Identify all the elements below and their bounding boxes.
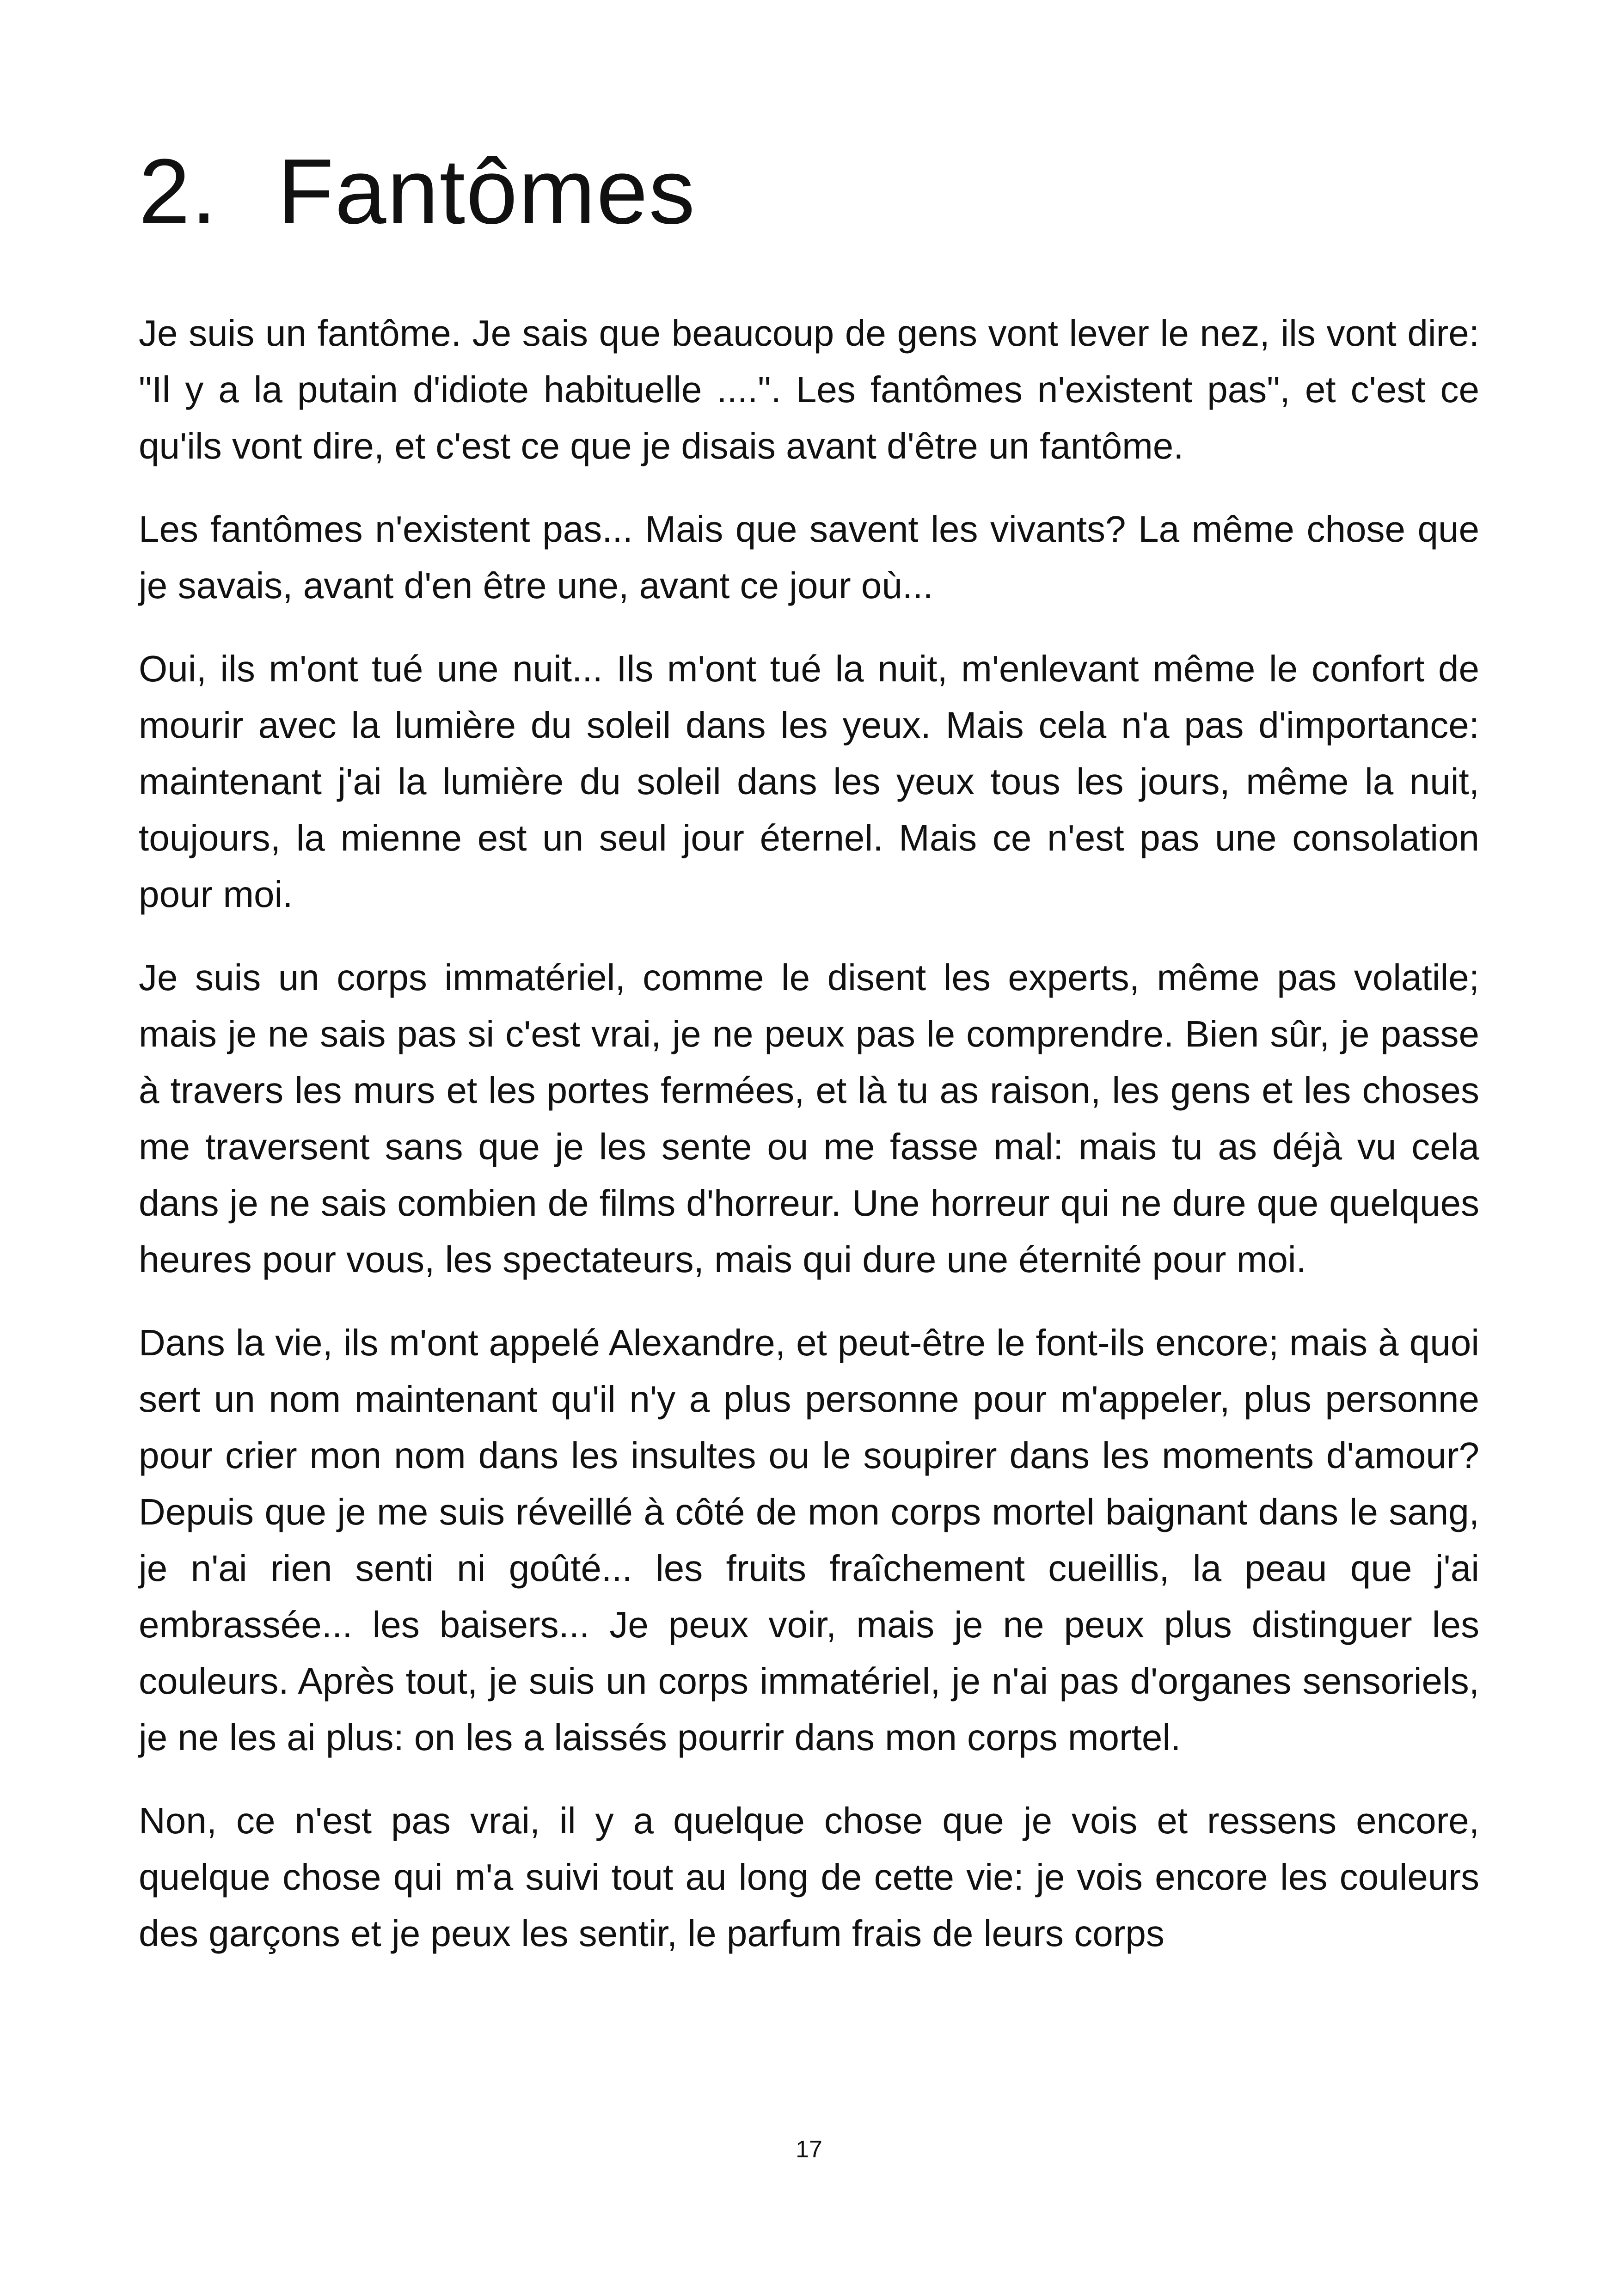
chapter-heading bbox=[139, 139, 1479, 245]
chapter-body bbox=[139, 305, 1479, 1962]
paragraph-5: Dans la vie, ils m'ont appelé Alexandre, et peut-être le font-ils encore; mais à quoi sert un nom maintenant qu'il n'y a plus personne pour m'appeler, plus personne pour crier mon nom dans les insultes ou le soupirer dans les moments d'amour? Depuis que je me suis réveillé à côté de mon corps mortel baignant dans le sang, je n'ai rien senti ni goûté... les fruits fraîchement cueillis, la peau que j'ai embrassée... les baisers... Je peux voir, mais je ne peux plus distinguer les couleurs. Après tout, je suis un corps immatériel, je n'ai pas d'organes sensoriels, je ne les ai plus: on les a laissés pourrir dans mon corps mortel. bbox=[139, 1322, 1479, 1758]
paragraph-6: Non, ce n'est pas vrai, il y a quelque chose que je vois et ressens encore, quelque chose qui m'a suivi tout au long de cette vie: je vois encore les couleurs des garçons et je peux les sentir, le parfum frais de leurs corps bbox=[139, 1800, 1479, 1954]
paragraph-2: Les fantômes n'existent pas... Mais que savent les vivants? La même chose que je savais, avant d'en être une, avant ce jour où... bbox=[139, 508, 1479, 606]
chapter-title: Fantômes bbox=[277, 140, 696, 243]
paragraph-3: Oui, ils m'ont tué une nuit... Ils m'ont tué la nuit, m'enlevant même le confort de mourir avec la lumière du soleil dans les yeux. Mais cela n'a pas d'importance: maintenant j'ai la lumière du soleil dans les yeux tous les jours, même la nuit, toujours, la mienne est un seul jour éternel. Mais ce n'est pas une consolation pour moi. bbox=[139, 648, 1479, 915]
chapter-number: 2. bbox=[139, 140, 218, 243]
paragraph-1: Je suis un fantôme. Je sais que beaucoup de gens vont lever le nez, ils vont dire: "Il y a la putain d'idiote habituelle ....". Les fantômes n'existent pas", et c'est ce qu'ils vont dire, et c'est ce que je disais avant d'être un fantôme. bbox=[139, 312, 1479, 466]
paragraph-4: Je suis un corps immatériel, comme le disent les experts, même pas volatile; mais je ne sais pas si c'est vrai, je ne peux pas le comprendre. Bien sûr, je passe à travers les murs et les portes fermées, et là tu as raison, les gens et les choses me traversent sans que je les sente ou me fasse mal: mais tu as déjà vu cela dans je ne sais combien de films d'horreur. Une horreur qui ne dure que quelques heures pour vous, les spectateurs, mais qui dure une éternité pour moi. bbox=[139, 957, 1479, 1280]
page-number: 17 bbox=[796, 2136, 822, 2163]
